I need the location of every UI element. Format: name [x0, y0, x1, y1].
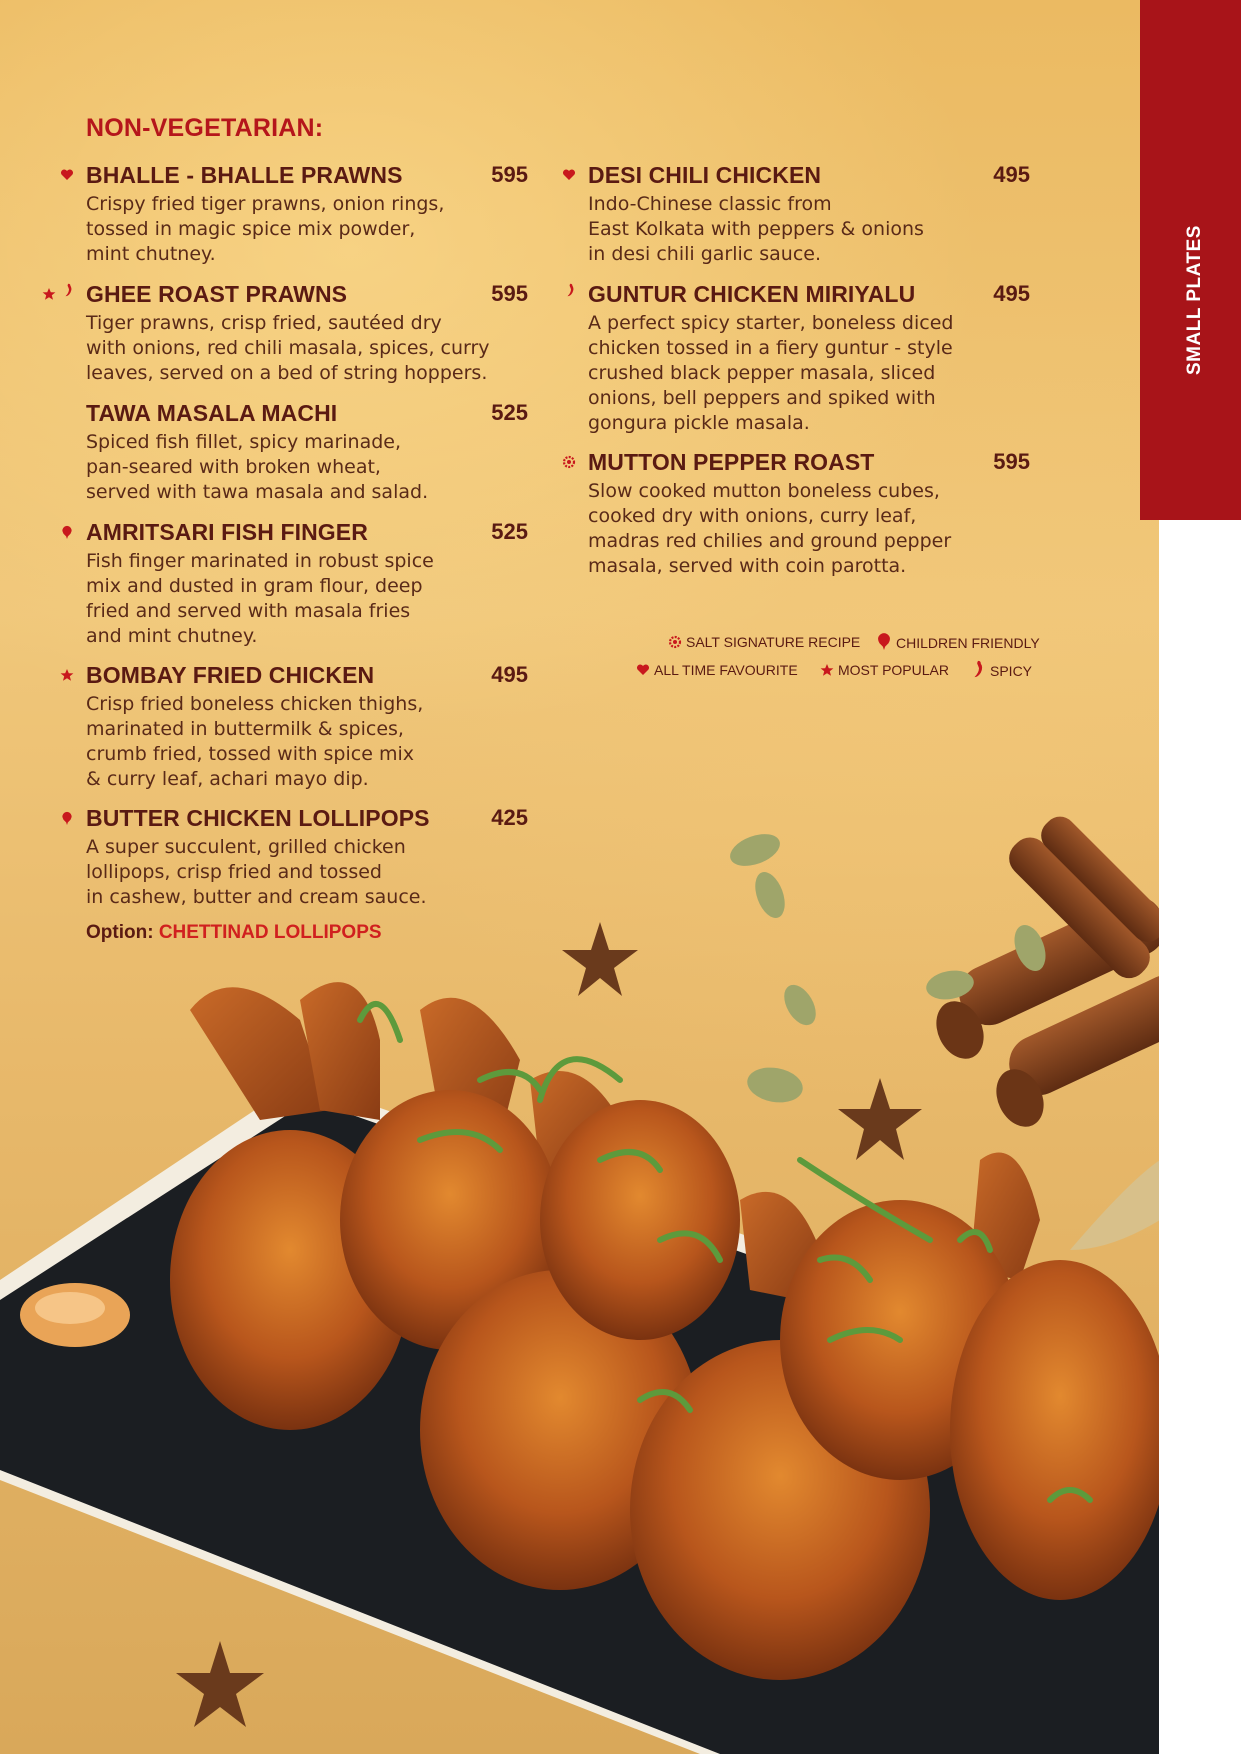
- balloon-icon: [60, 525, 74, 539]
- item-description: Spiced fish fillet, spicy marinade, pan-seared with broken wheat, served with tawa masala and salad.: [86, 431, 429, 503]
- item-option: [86, 922, 382, 944]
- item-name: BUTTER CHICKEN LOLLIPOPS: [86, 805, 430, 831]
- item-price: 525: [491, 400, 528, 425]
- heart-icon: [562, 168, 576, 182]
- menu-item: [86, 662, 528, 792]
- item-description: Fish finger marinated in robust spice mix and dusted in gram flour, deep fried and served with masala fries and mint chutney.: [86, 550, 434, 647]
- menu-item: [86, 162, 528, 267]
- sidebar-label: SMALL PLATES: [1184, 225, 1205, 375]
- balloon-icon: [876, 632, 892, 650]
- heart-icon: [636, 663, 650, 677]
- item-name: GUNTUR CHICKEN MIRIYALU: [588, 281, 916, 307]
- legend-label: ALL TIME FAVOURITE: [654, 662, 798, 678]
- signature-icon: [562, 455, 576, 469]
- item-name: AMRITSARI FISH FINGER: [86, 519, 368, 545]
- menu-item: [86, 519, 528, 649]
- item-price: 595: [993, 449, 1030, 474]
- star-icon: [42, 287, 56, 301]
- star-icon: [60, 668, 74, 682]
- signature-icon: [668, 635, 682, 649]
- legend-label: SALT SIGNATURE RECIPE: [686, 634, 861, 650]
- menu-item: [86, 805, 528, 910]
- item-price: 425: [491, 805, 528, 830]
- item-description: A perfect spicy starter, boneless diced chicken tossed in a fiery guntur - style crushed black pepper masala, sliced onions, bell peppers and spiked with gongura pickle masala.: [588, 312, 954, 434]
- legend-spicy: [972, 660, 1032, 679]
- item-name: GHEE ROAST PRAWNS: [86, 281, 348, 307]
- item-price: 495: [993, 281, 1030, 306]
- item-price: 595: [491, 281, 528, 306]
- item-price: 495: [491, 662, 528, 687]
- legend-favourite: [636, 662, 798, 678]
- sidebar-margin: [1159, 520, 1241, 1754]
- item-description: Slow cooked mutton boneless cubes, cooked dry with onions, curry leaf, madras red chilies and ground pepper masala, served with coin parotta.: [588, 480, 952, 577]
- legend-signature: [668, 634, 860, 650]
- option-value: CHETTINAD LOLLIPOPS: [158, 922, 382, 943]
- item-description: A super succulent, grilled chicken lollipops, crisp fried and tossed in cashew, butter and cream sauce.: [86, 836, 427, 908]
- legend-label: CHILDREN FRIENDLY: [896, 635, 1040, 651]
- item-price: 495: [993, 162, 1030, 187]
- item-name: BOMBAY FRIED CHICKEN: [86, 662, 375, 688]
- chili-icon: [564, 283, 578, 297]
- chili-icon: [62, 283, 76, 297]
- star-icon: [820, 663, 834, 677]
- item-description: Crisp fried boneless chicken thighs, marinated in buttermilk & spices, crumb fried, tossed with spice mix & curry leaf, achari mayo dip.: [86, 693, 424, 790]
- option-label: Option:: [86, 922, 154, 943]
- item-price: 595: [491, 162, 528, 187]
- menu-item: [86, 281, 528, 386]
- balloon-icon: [60, 811, 74, 825]
- item-name: DESI CHILI CHICKEN: [588, 162, 822, 188]
- item-price: 525: [491, 519, 528, 544]
- chili-icon: [972, 660, 986, 678]
- item-description: Tiger prawns, crisp fried, sautéed dry with onions, red chili masala, spices, curry leaves, served on a bed of string hoppers.: [86, 312, 490, 384]
- menu-item: [86, 400, 528, 505]
- legend-label: SPICY: [990, 663, 1033, 679]
- item-description: Indo-Chinese classic from East Kolkata with peppers & onions in desi chili garlic sauce.: [588, 193, 924, 265]
- item-name: MUTTON PEPPER ROAST: [588, 449, 875, 475]
- legend-label: MOST POPULAR: [838, 662, 949, 678]
- section-title: NON-VEGETARIAN:: [86, 114, 324, 142]
- menu-item: [588, 162, 1030, 267]
- heart-icon: [60, 168, 74, 182]
- item-name: BHALLE - BHALLE PRAWNS: [86, 162, 403, 188]
- legend-popular: [820, 662, 949, 678]
- legend-children: [876, 632, 1040, 651]
- menu-item: [588, 281, 1030, 436]
- item-name: TAWA MASALA MACHI: [86, 400, 338, 426]
- item-description: Crispy fried tiger prawns, onion rings, tossed in magic spice mix powder, mint chutney.: [86, 193, 445, 265]
- menu-item: [588, 449, 1030, 579]
